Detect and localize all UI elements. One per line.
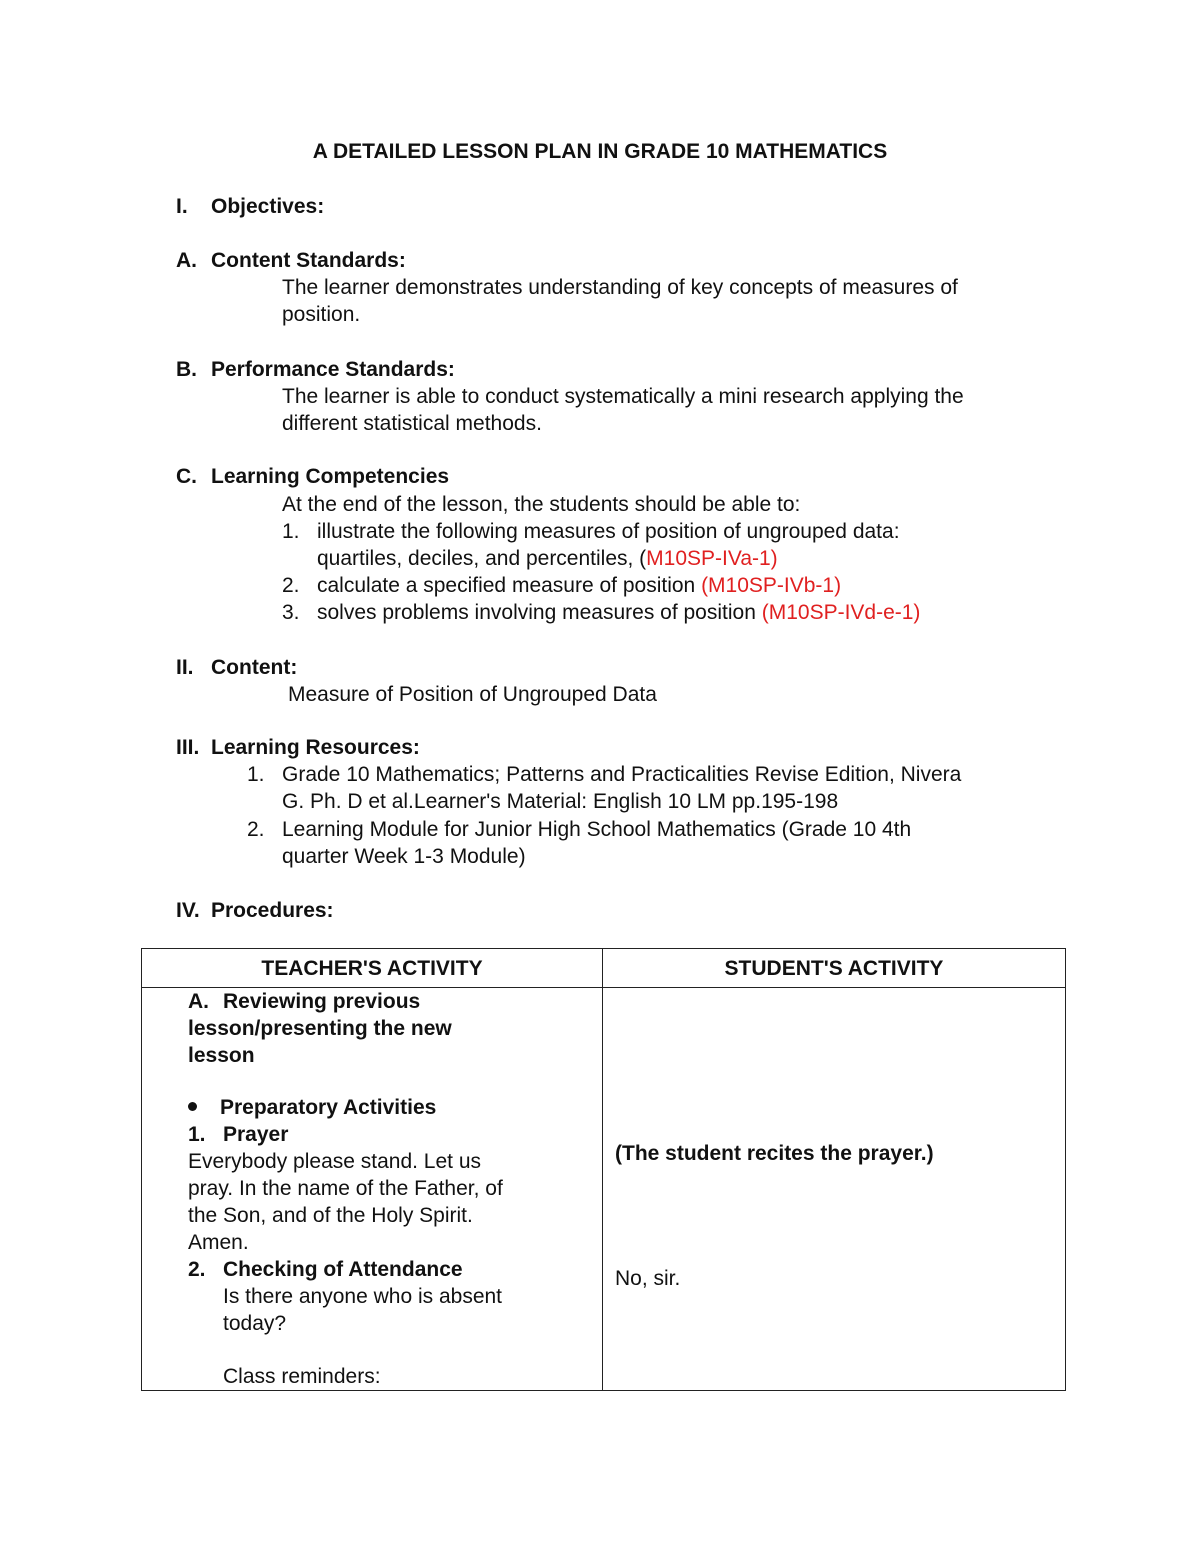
section-title-line2: lesson/presenting the new — [188, 1017, 452, 1040]
resource-item — [247, 761, 961, 788]
section-number: A. — [188, 990, 209, 1013]
competency-number: 1. — [282, 520, 300, 543]
prayer-step — [188, 1121, 288, 1148]
competency-number: 2. — [282, 574, 300, 597]
performance-standards-number: B. — [176, 358, 197, 381]
attendance-text-line2: today? — [223, 1312, 287, 1335]
section-title-line3: lesson — [188, 1044, 255, 1067]
page-title: A DETAILED LESSON PLAN IN GRADE 10 MATHEMATICS — [312, 140, 888, 163]
prayer-text-line1: Everybody please stand. Let us — [188, 1150, 482, 1173]
learning-resources-number: III. — [176, 736, 200, 759]
competency-code: (M10SP-IVd-e-1) — [761, 601, 921, 624]
prayer-text-line3: the Son, and of the Holy Spirit. — [188, 1204, 473, 1227]
learning-competencies-label: Learning Competencies — [211, 465, 450, 488]
performance-standards-text-line2: different statistical methods. — [282, 412, 542, 435]
prayer-step-label: Prayer — [223, 1123, 289, 1146]
teacher-activity-cell — [142, 988, 603, 1391]
student-activity-cell — [603, 988, 1066, 1391]
preparatory-activities-label: Preparatory Activities — [220, 1096, 437, 1119]
content-standards-heading — [176, 247, 406, 274]
competency-item — [282, 599, 920, 626]
resource-text: Learning Module for Junior High School Mathematics (Grade 10 4th — [282, 818, 912, 841]
bullet-icon — [188, 1102, 197, 1111]
competency-text: calculate a specified measure of position — [317, 574, 702, 597]
learning-competencies-number: C. — [176, 465, 197, 488]
attendance-text-line1: Is there anyone who is absent — [223, 1285, 503, 1308]
attendance-step — [188, 1256, 463, 1283]
resource-item — [247, 816, 911, 843]
table-header-row — [142, 949, 1066, 988]
content-standards-label: Content Standards: — [211, 249, 406, 272]
content-text: Measure of Position of Ungrouped Data — [288, 683, 657, 706]
objectives-heading — [176, 193, 324, 220]
resource-text-continuation: G. Ph. D et al.Learner's Material: English 10 LM pp.195-198 — [282, 790, 839, 813]
objectives-number: I. — [176, 195, 188, 218]
resource-text: Grade 10 Mathematics; Patterns and Practicalities Revise Edition, Nivera — [282, 763, 962, 786]
attendance-response: No, sir. — [615, 1267, 681, 1290]
section-title-line1: Reviewing previous — [223, 990, 421, 1013]
performance-standards-label: Performance Standards: — [211, 358, 455, 381]
class-reminders: Class reminders: — [223, 1365, 381, 1388]
prayer-text-line2: pray. In the name of the Father, of — [188, 1177, 503, 1200]
competency-item-continuation — [317, 545, 778, 572]
procedures-heading — [176, 897, 334, 924]
resource-number: 2. — [247, 818, 265, 841]
learning-competencies-heading — [176, 463, 449, 490]
prayer-text-line4: Amen. — [188, 1231, 249, 1254]
procedures-label: Procedures: — [211, 899, 334, 922]
performance-standards-text-line1: The learner is able to conduct systematically a mini research applying the — [282, 385, 964, 408]
learning-resources-heading — [176, 734, 420, 761]
competency-text: quartiles, deciles, and percentiles, ( — [317, 547, 647, 570]
teacher-activity-header: TEACHER'S ACTIVITY — [142, 949, 603, 988]
competency-code: (M10SP-IVb-1) — [701, 574, 842, 597]
table-row — [142, 988, 1066, 1391]
objectives-label: Objectives: — [211, 195, 325, 218]
competency-text: illustrate the following measures of position of ungrouped data: — [317, 520, 900, 543]
competency-item — [282, 572, 841, 599]
content-standards-number: A. — [176, 249, 197, 272]
competency-item — [282, 518, 900, 545]
learning-resources-label: Learning Resources: — [211, 736, 420, 759]
attendance-step-number: 2. — [188, 1258, 206, 1281]
prayer-step-number: 1. — [188, 1123, 206, 1146]
section-heading — [188, 988, 420, 1015]
content-label: Content: — [211, 656, 298, 679]
resource-number: 1. — [247, 763, 265, 786]
procedures-table — [141, 948, 1066, 1391]
content-standards-text-line1: The learner demonstrates understanding of key concepts of measures of — [282, 276, 958, 299]
competency-number: 3. — [282, 601, 300, 624]
attendance-step-label: Checking of Attendance — [223, 1258, 463, 1281]
learning-competencies-intro: At the end of the lesson, the students should be able to: — [282, 493, 801, 516]
competency-text: solves problems involving measures of position — [317, 601, 762, 624]
resource-text-continuation: quarter Week 1-3 Module) — [282, 845, 526, 868]
content-heading — [176, 654, 297, 681]
competency-code: M10SP-IVa-1) — [646, 547, 778, 570]
procedures-number: IV. — [176, 899, 200, 922]
content-number: II. — [176, 656, 194, 679]
performance-standards-heading — [176, 356, 455, 383]
prayer-response: (The student recites the prayer.) — [615, 1142, 934, 1165]
content-standards-text-line2: position. — [282, 303, 361, 326]
preparatory-activities — [188, 1094, 436, 1121]
student-activity-header: STUDENT'S ACTIVITY — [603, 949, 1066, 988]
